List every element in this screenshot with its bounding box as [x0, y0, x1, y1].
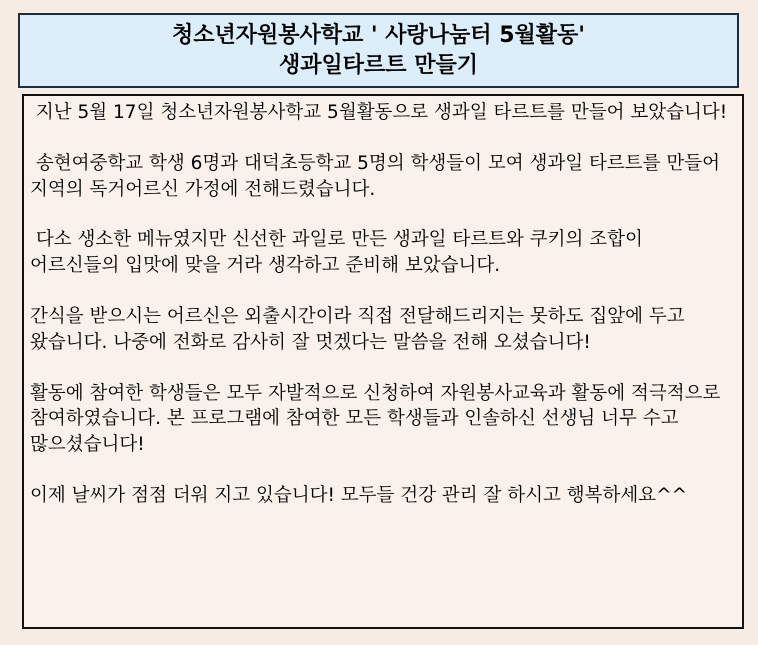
paragraph-4: 간식을 받으시는 어르신은 외출시간이라 직접 전달해드리지는 못하도 집앞에 두고 왔습니다. 나중에 전화로 감사히 잘 멋겠다는 말씀을 전해 오셨습니다!	[30, 305, 685, 353]
paragraph-3: 다소 생소한 메뉴였지만 신선한 과일로 만든 생과일 타르트와 쿠키의 조합이 어르신들의 입맛에 맞을 거라 생각하고 준비해 보았습니다.	[30, 229, 649, 277]
page-title: 청소년자원봉사학교 ' 사랑나눔터 5월활동'	[171, 22, 586, 48]
paragraph-1: 지난 5월 17일 청소년자원봉사학교 5월활동으로 생과일 타르트를 만들어 보았습니다!	[30, 102, 728, 123]
paragraph-6: 이제 날씨가 점점 더워 지고 있습니다! 모두들 건강 관리 잘 하시고 행복하세요^^	[30, 484, 688, 506]
title-banner	[18, 13, 739, 88]
paragraph-5: 활동에 참여한 학생들은 모두 자발적으로 신청하여 자원봉사교육과 활동에 적극적으로 참여하였습니다. 본 프로그램에 참여한 모든 학생들과 인솔하신 선생님 너무 수고 많으셨습니다!	[30, 382, 721, 456]
paragraph-2: 송현여중학교 학생 6명과 대덕초등학교 5명의 학생들이 모여 생과일 타르트를 만들어 지역의 독거어르신 가정에 전해드렸습니다.	[30, 152, 726, 200]
article-body	[22, 94, 744, 629]
page-subtitle: 생과일타르트 만들기	[279, 52, 478, 78]
